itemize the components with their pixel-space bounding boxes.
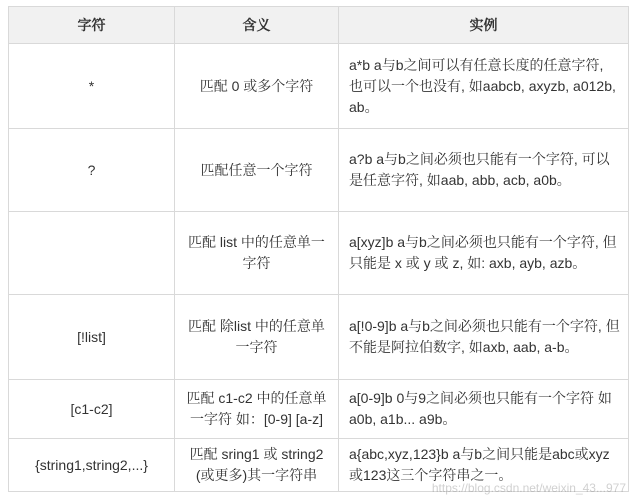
cell-char: *	[9, 44, 175, 129]
table-row	[9, 295, 629, 380]
cell-meaning: 匹配 c1-c2 中的任意单一字符 如：[0-9] [a-z]	[175, 380, 339, 439]
cell-example: a[xyz]b a与b之间必须也只能有一个字符, 但只能是 x 或 y 或 z, 如: axb, ayb, azb。	[339, 212, 629, 295]
cell-meaning: 匹配 0 或多个字符	[175, 44, 339, 129]
cell-char: ?	[9, 129, 175, 212]
table-row	[9, 380, 629, 439]
cell-char: {string1,string2,...}	[9, 439, 175, 492]
cell-meaning: 匹配任意一个字符	[175, 129, 339, 212]
table-header-row	[9, 7, 629, 44]
cell-meaning: 匹配 list 中的任意单一字符	[175, 212, 339, 295]
cell-char: [!list]	[9, 295, 175, 380]
watermark: https://blog.csdn.net/weixin_43...977	[431, 481, 626, 495]
cell-example: a*b a与b之间可以有任意长度的任意字符, 也可以一个也没有, 如aabcb, axyzb, a012b, ab。	[339, 44, 629, 129]
cell-example: a?b a与b之间必须也只能有一个字符, 可以是任意字符, 如aab, abb, acb, a0b。	[339, 129, 629, 212]
cell-example: a{abc,xyz,123}b a与b之间只能是abc或xyz或123这三个字符串之一。	[339, 439, 629, 492]
wildcard-table	[8, 6, 629, 492]
cell-char	[9, 212, 175, 295]
cell-char: [c1-c2]	[9, 380, 175, 439]
table-row	[9, 44, 629, 129]
header-example: 实例	[339, 7, 629, 44]
header-meaning: 含义	[175, 7, 339, 44]
cell-example: a[!0-9]b a与b之间必须也只能有一个字符, 但不能是阿拉伯数字, 如axb, aab, a-b。	[339, 295, 629, 380]
table-row	[9, 212, 629, 295]
table-row	[9, 129, 629, 212]
cell-meaning: 匹配 除list 中的任意单一字符	[175, 295, 339, 380]
header-char: 字符	[9, 7, 175, 44]
cell-meaning: 匹配 sring1 或 string2 (或更多)其一字符串	[175, 439, 339, 492]
cell-example: a[0-9]b 0与9之间必须也只能有一个字符 如a0b, a1b... a9b。	[339, 380, 629, 439]
